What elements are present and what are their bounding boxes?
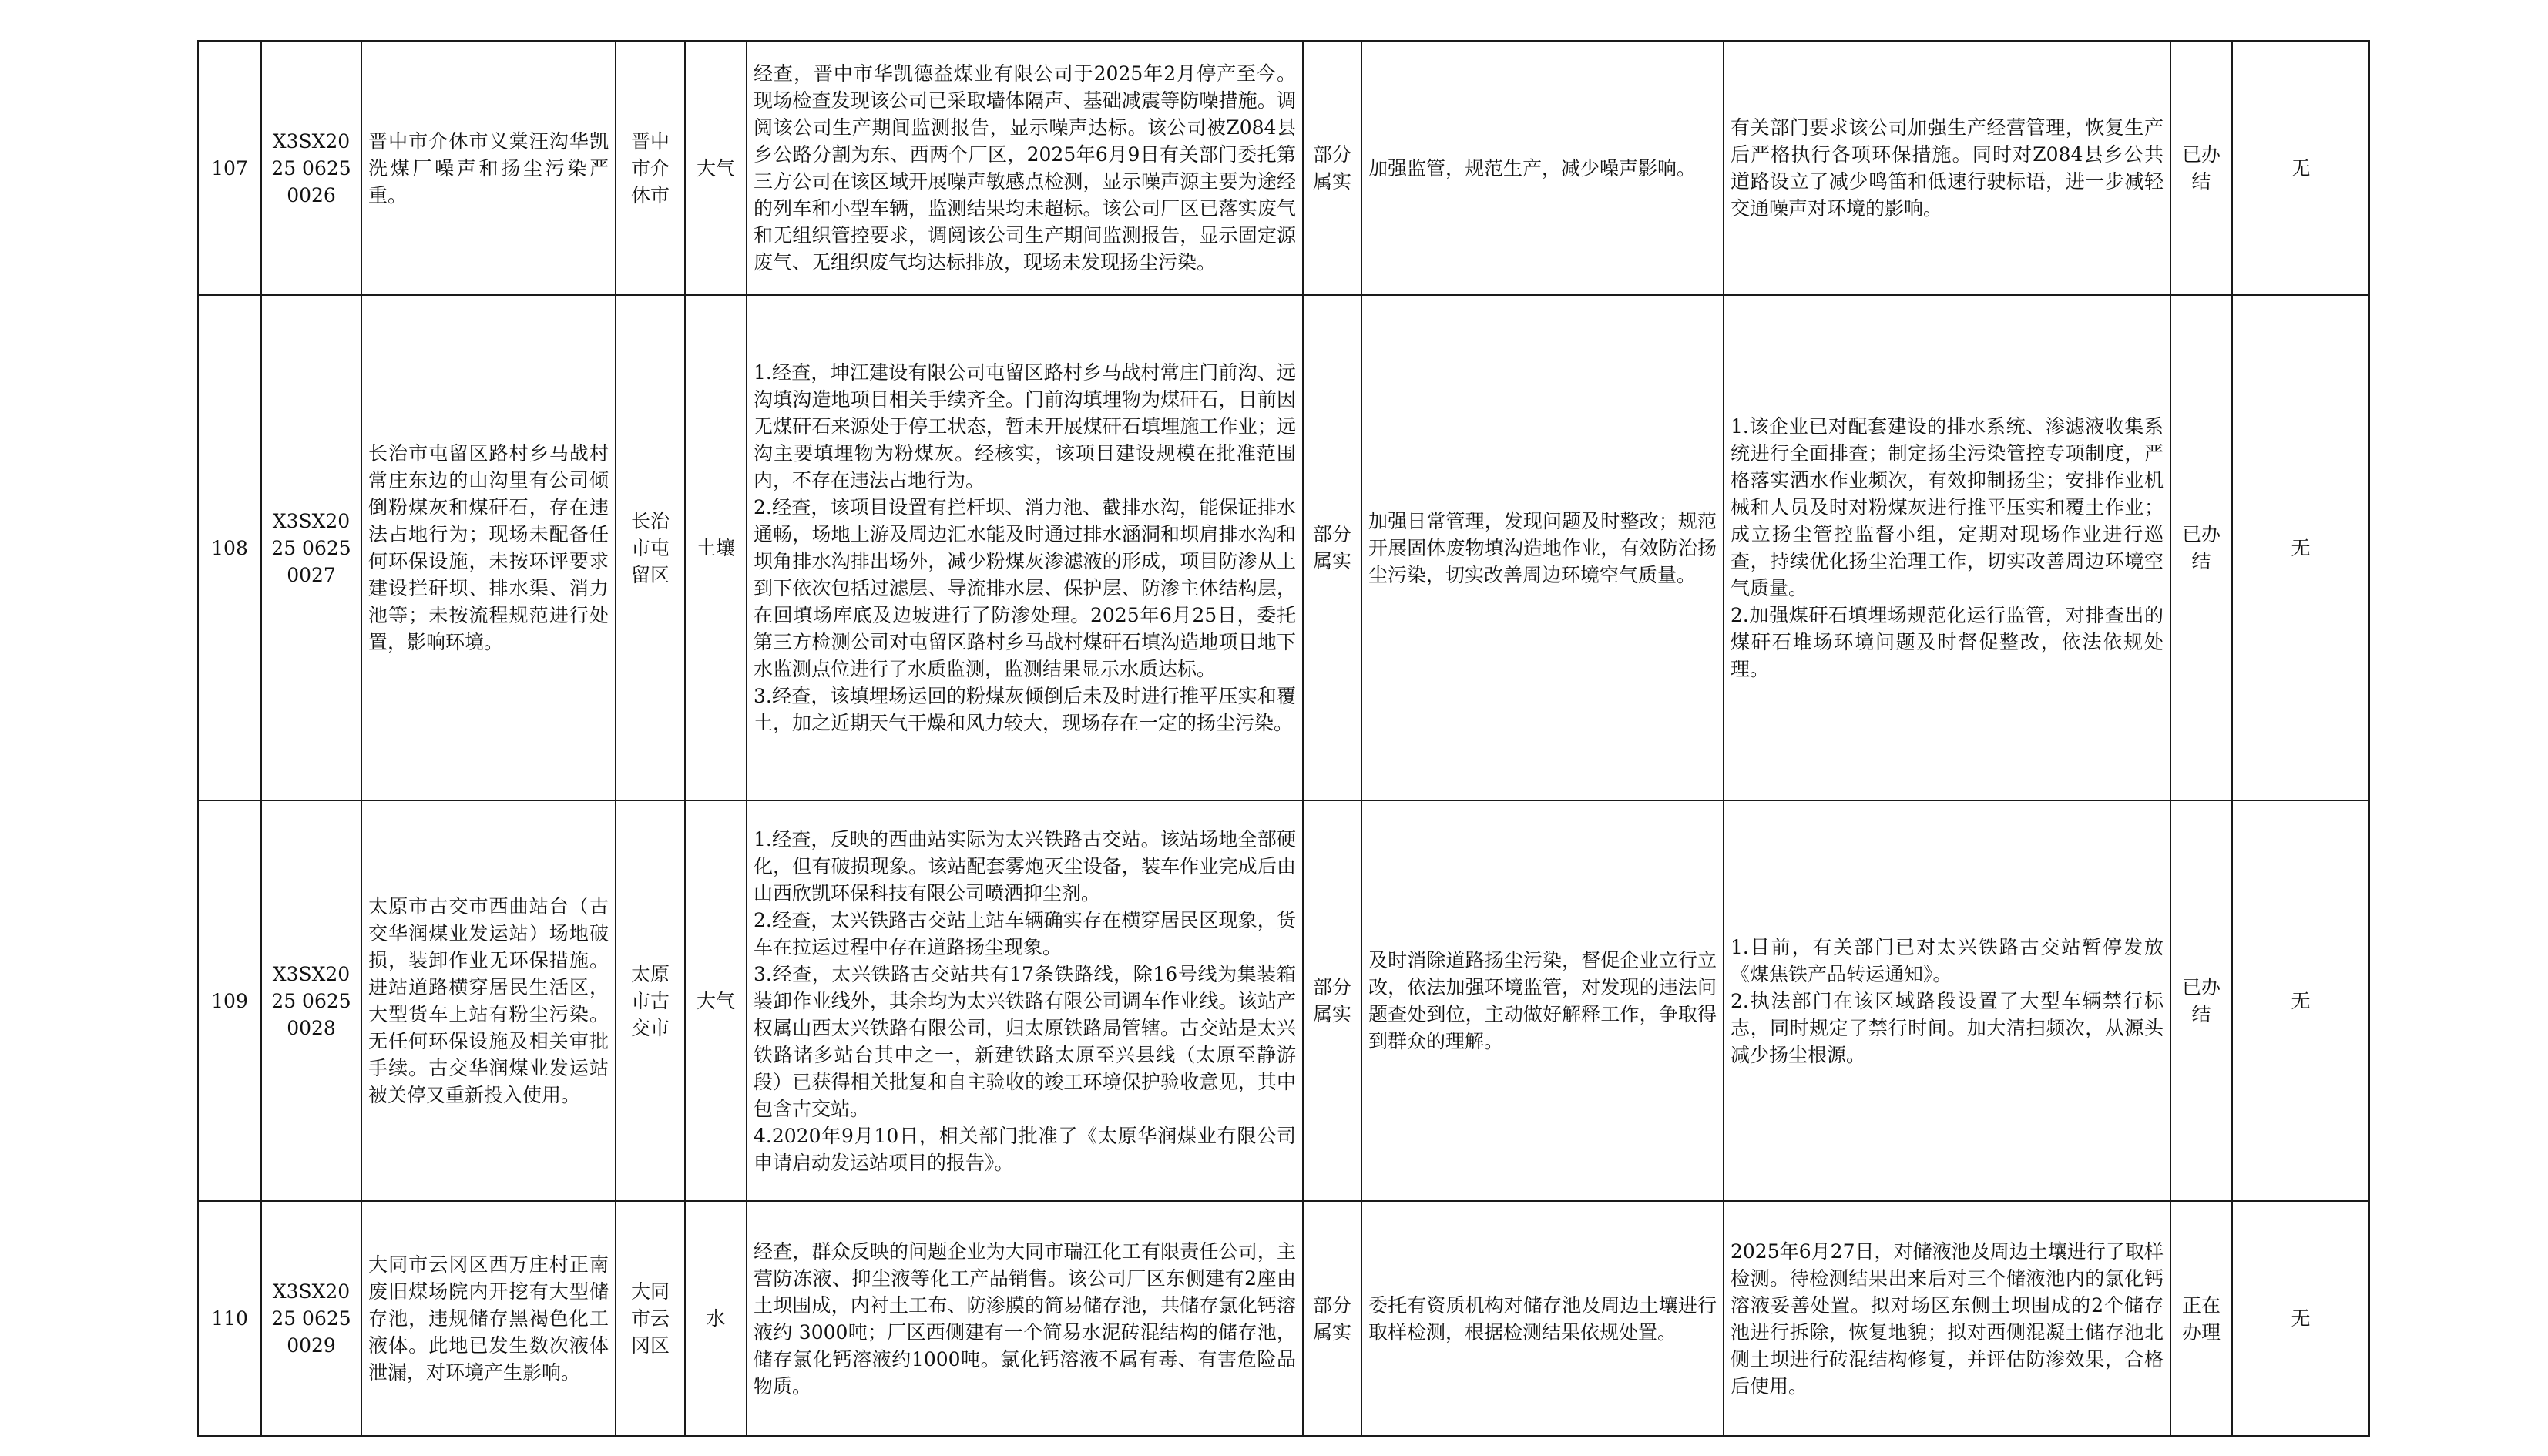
row-findings [747,800,1303,1201]
row-case-code-text: X3SX2025 06250026 [271,129,351,206]
row-opinion-text: 及时消除道路扬尘污染，督促企业立行立改，依法加强环境监管，对发现的违法问题查处到位，主动做好解释工作，争取得到群众的理解。 [1368,949,1717,1052]
row-complaint-text: 太原市古交市西曲站台（古交华润煤业发运站）场地破损，装卸作业无环保措施。进站道路横穿居民生活区，大型货车上站有粉尘污染。无任何环保设施及相关审批手续。古交华润煤业发运站被关停又重新投入使用。 [368,895,609,1106]
row-seq-text: 108 [211,536,248,559]
row-findings-paragraph: 经查，晋中市华凯德益煤业有限公司于2025年2月停产至今。现场检查发现该公司已采取墙体隔声、基础减震等防噪措施。调阅该公司生产期间监测报告，显示噪声达标。该公司被Z084县乡公路分割为东、西两个厂区，2025年6月9日有关部门委托第三方公司在该区域开展噪声敏感点检测，显示噪声源主要为途经的列车和小型车辆，监测结果均未超标。该公司厂区已落实废气和无组织管控要求，调阅该公司生产期间监测报告，显示固定源废气、无组织废气均达标排放，现场未发现扬尘污染。 [754,62,1296,273]
row-city [616,41,685,295]
row-verdict-text: 部分属实 [1312,523,1351,572]
row-complaint-text: 大同市云冈区西万庄村正南废旧煤场院内开挖有大型储存池，违规储存黑褐色化工液体。此地已发生数次液体泄漏，对环境产生影响。 [368,1253,609,1384]
row-case-code-text: X3SX2025 06250029 [271,1280,351,1357]
table-row [198,800,2369,1201]
row-status [2170,800,2232,1201]
row-status-text: 已办结 [2181,976,2221,1025]
row-city [616,295,685,800]
row-verdict [1303,295,1361,800]
row-complaint [361,800,616,1201]
row-accountability-text: 无 [2291,989,2311,1012]
row-findings [747,41,1303,295]
row-status-text: 正在办理 [2181,1293,2221,1344]
row-case-code [261,1201,361,1436]
row-status [2170,295,2232,800]
row-rectification-paragraph: 2.加强煤矸石填埋场规范化运行监管，对排查出的煤矸石堆场环境问题及时督促整改，依法依规处理。 [1731,604,2164,680]
row-city-text: 晋中市介休市 [630,129,670,206]
table-row [198,295,2369,800]
row-pollution-type-text: 水 [706,1307,726,1330]
row-pollution-type [685,41,747,295]
row-pollution-type [685,295,747,800]
row-findings [747,295,1303,800]
row-findings-paragraph: 3.经查，该填埋场运回的粉煤灰倾倒后未及时进行推平压实和覆土，加之近期天气干燥和风力较大，现场存在一定的扬尘污染。 [754,685,1296,734]
row-findings-paragraph: 3.经查，太兴铁路古交站共有17条铁路线，除16号线为集装箱装卸作业线外，其余均为太兴铁路有限公司调车作业线。该站产权属山西太兴铁路有限公司，归太原铁路局管辖。古交站是太兴铁路诸多站台其中之一，新建铁路太原至兴县线（太原至静游段）已获得相关批复和自主验收的竣工环境保护验收意见，其中包含古交站。 [754,962,1296,1120]
row-rectification [1724,295,2170,800]
row-verdict-text: 部分属实 [1312,976,1351,1025]
row-pollution-type [685,800,747,1201]
row-complaint [361,41,616,295]
row-city-text: 大同市云冈区 [630,1280,670,1357]
row-seq [198,1201,261,1436]
row-case-code-text: X3SX2025 06250027 [271,509,351,586]
row-findings-paragraph: 1.经查，坤江建设有限公司屯留区路村乡马战村常庄门前沟、远沟填沟造地项目相关手续齐全。门前沟填埋物为煤矸石，目前因无煤矸石来源处于停工状态，暂未开展煤矸石填埋施工作业；远沟主要填埋物为粉煤灰。经核实，该项目建设规模在批准范围内，不存在违法占地行为。 [754,361,1296,491]
row-pollution-type-text: 大气 [696,989,735,1012]
row-rectification [1724,800,2170,1201]
row-findings-paragraph: 2.经查，该项目设置有拦杆坝、消力池、截排水沟，能保证排水通畅，场地上游及周边汇水能及时通过排水涵洞和坝肩排水沟和坝角排水沟排出场外，减少粉煤灰渗滤液的形成，项目防渗从上到下依次包括过滤层、导流排水层、保护层、防渗主体结构层，在回填场库底及边坡进行了防渗处理。2025年6月25日，委托第三方检测公司对屯留区路村乡马战村煤矸石填沟造地项目地下水监测点位进行了水质监测，监测结果显示水质达标。 [754,496,1296,680]
row-rectification-paragraph: 有关部门要求该公司加强生产经营管理，恢复生产后严格执行各项环保措施。同时对Z084县乡公共道路设立了减少鸣笛和低速行驶标语，进一步减轻交通噪声对环境的影响。 [1731,116,2164,220]
row-pollution-type [685,1201,747,1436]
row-accountability [2232,800,2369,1201]
row-complaint [361,1201,616,1436]
row-status [2170,1201,2232,1436]
row-rectification [1724,41,2170,295]
row-findings [747,1201,1303,1436]
row-city-text: 长治市屯留区 [630,509,670,586]
row-seq-text: 109 [211,989,248,1012]
row-status-text: 已办结 [2181,523,2221,572]
row-status [2170,41,2232,295]
row-opinion-text: 加强日常管理，发现问题及时整改；规范开展固体废物填沟造地作业，有效防治扬尘污染，切实改善周边环境空气质量。 [1368,509,1717,586]
row-rectification-paragraph: 2.执法部门在该区域路段设置了大型车辆禁行标志，同时规定了禁行时间。加大清扫频次，从源头减少扬尘根源。 [1731,989,2164,1066]
row-verdict [1303,41,1361,295]
table-row [198,41,2369,295]
row-verdict [1303,1201,1361,1436]
row-findings-paragraph: 4.2020年9月10日，相关部门批准了《太原华润煤业有限公司申请启动发运站项目的报告》。 [754,1124,1296,1174]
table-row [198,1201,2369,1436]
row-complaint-text: 长治市屯留区路村乡马战村常庄东边的山沟里有公司倾倒粉煤灰和煤矸石，存在违法占地行为；现场未配备任何环保设施，未按环评要求建设拦矸坝、排水渠、消力池等；未按流程规范进行处置，影响环境。 [368,442,609,653]
row-verdict-text: 部分属实 [1312,1293,1351,1344]
row-case-code-text: X3SX2025 06250028 [271,962,351,1039]
row-accountability [2232,41,2369,295]
row-opinion [1361,41,1724,295]
row-findings-paragraph: 2.经查，太兴铁路古交站上站车辆确实存在横穿居民区现象，货车在拉运过程中存在道路扬尘现象。 [754,908,1296,958]
row-city-text: 太原市古交市 [630,962,670,1039]
row-rectification-paragraph: 1.该企业已对配套建设的排水系统、渗滤液收集系统进行全面排查；制定扬尘污染管控专项制度，严格落实洒水作业频次，有效抑制扬尘；安排作业机械和人员及时对粉煤灰进行推平压实和覆土作业；成立扬尘管控监督小组，定期对现场作业进行巡查，持续优化扬尘治理工作，切实改善周边环境空气质量。 [1731,415,2164,599]
row-accountability-text: 无 [2291,156,2311,179]
row-opinion-text: 委托有资质机构对储存池及周边土壤进行取样检测，根据检测结果依规处置。 [1368,1293,1717,1344]
row-accountability [2232,1201,2369,1436]
row-rectification [1724,1201,2170,1436]
row-seq-text: 107 [211,156,248,179]
row-case-code [261,295,361,800]
row-accountability-text: 无 [2291,1307,2311,1330]
row-case-code [261,41,361,295]
row-complaint-text: 晋中市介休市义棠汪沟华凯洗煤厂噪声和扬尘污染严重。 [368,129,609,206]
row-rectification-paragraph: 2025年6月27日，对储液池及周边土壤进行了取样检测。待检测结果出来后对三个储液池内的氯化钙溶液妥善处置。拟对场区东侧土坝围成的2个储存池进行拆除，恢复地貌；拟对西侧混凝土储存池北侧土坝进行砖混结构修复，并评估防渗效果，合格后使用。 [1731,1240,2164,1397]
row-seq [198,41,261,295]
row-findings-paragraph: 经查，群众反映的问题企业为大同市瑞江化工有限责任公司，主营防冻液、抑尘液等化工产品销售。该公司厂区东侧建有2座由土坝围成，内衬土工布、防渗膜的简易储存池，共储存氯化钙溶液约 3000吨；厂区西侧建有一个简易水泥砖混结构的储存池，储存氯化钙溶液约1000吨。氯化钙溶液不属有毒、有害危险品物质。 [754,1240,1296,1397]
row-city [616,800,685,1201]
row-accountability [2232,295,2369,800]
row-rectification-paragraph: 1.目前，有关部门已对太兴铁路古交站暂停发放《煤焦铁产品转运通知》。 [1731,935,2164,985]
row-opinion [1361,295,1724,800]
row-seq [198,800,261,1201]
row-accountability-text: 无 [2291,536,2311,559]
row-verdict [1303,800,1361,1201]
row-complaint [361,295,616,800]
row-opinion [1361,1201,1724,1436]
row-pollution-type-text: 大气 [696,156,735,179]
row-seq [198,295,261,800]
case-table [197,40,2370,1437]
row-city [616,1201,685,1436]
row-status-text: 已办结 [2181,143,2221,193]
row-case-code [261,800,361,1201]
row-opinion-text: 加强监管，规范生产，减少噪声影响。 [1368,156,1697,179]
row-seq-text: 110 [211,1307,248,1330]
row-verdict-text: 部分属实 [1312,143,1351,193]
row-findings-paragraph: 1.经查，反映的西曲站实际为太兴铁路古交站。该站场地全部硬化，但有破损现象。该站配套雾炮灭尘设备，装车作业完成后由山西欣凯环保科技有限公司喷洒抑尘剂。 [754,827,1296,904]
row-opinion [1361,800,1724,1201]
row-pollution-type-text: 土壤 [696,536,735,559]
